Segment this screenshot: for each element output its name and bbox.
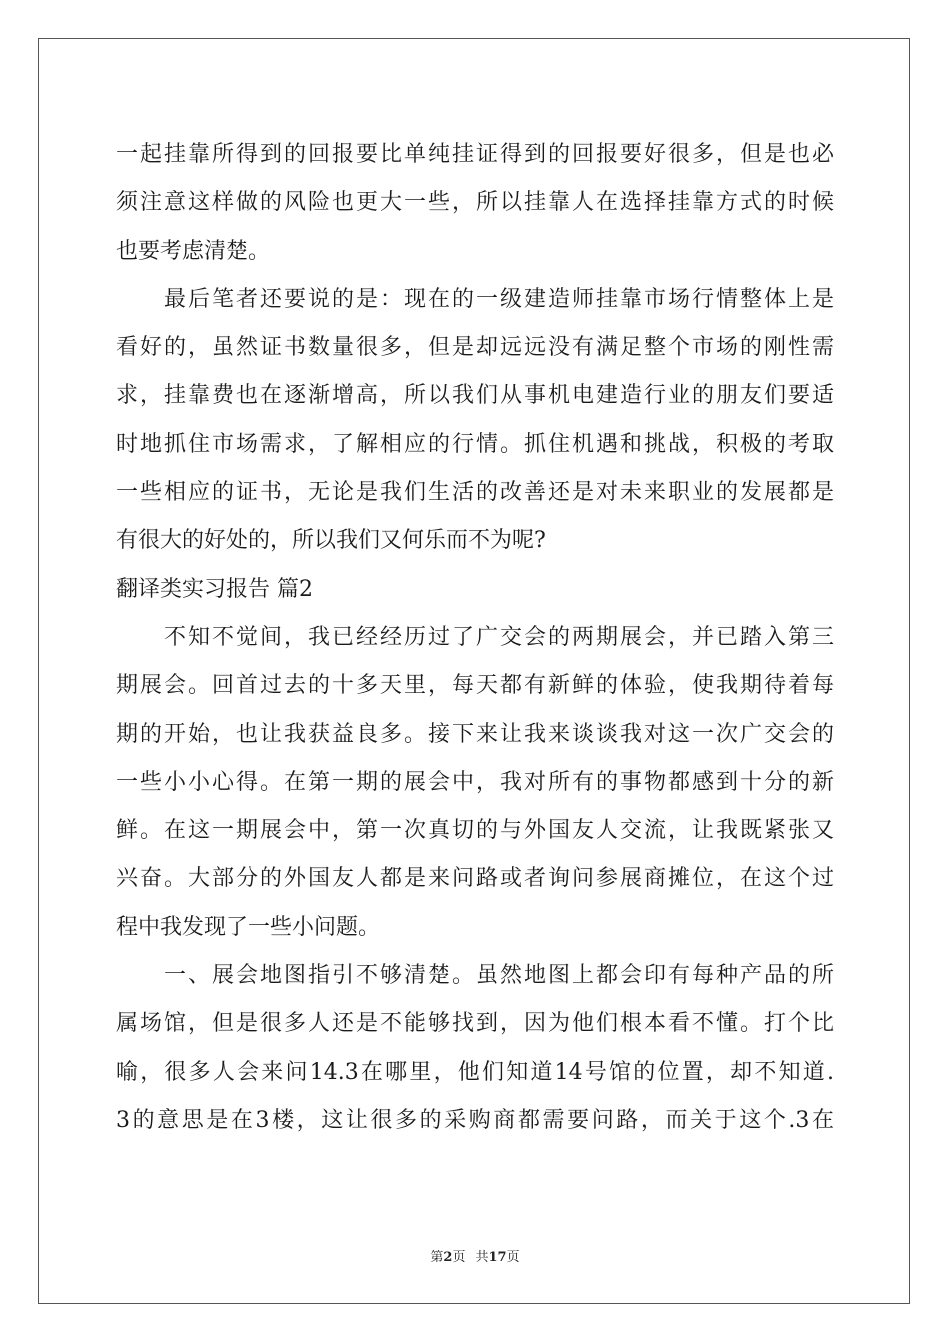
page-label-prefix: 第 bbox=[430, 1250, 444, 1265]
text-line: 求，挂靠费也在逐渐增高，所以我们从事机电建造行业的朋友们要适 bbox=[116, 383, 834, 409]
text-line: 一些小小心得。在第一期的展会中，我对所有的事物都感到十分的新 bbox=[116, 769, 834, 795]
text-line: 期的开始，也让我获益良多。接下来让我来谈谈我对这一次广交会的 bbox=[116, 721, 834, 747]
text-line: 须注意这样做的风险也更大一些，所以挂靠人在选择挂靠方式的时候 bbox=[116, 190, 834, 216]
text-line: 期展会。回首过去的十多天里，每天都有新鲜的体验，使我期待着每 bbox=[116, 673, 834, 699]
text-line: 有很大的好处的，所以我们又何乐而不为呢? bbox=[116, 528, 546, 554]
document-body bbox=[116, 131, 834, 1145]
text-line: 程中我发现了一些小问题。 bbox=[116, 914, 381, 940]
total-pages: 17 bbox=[488, 1250, 507, 1265]
page-footer bbox=[0, 1246, 950, 1265]
text-line: 鲜。在这一期展会中，第一次真切的与外国友人交流，让我既紧张又 bbox=[116, 818, 834, 844]
section-heading: 翻译类实习报告 篇2 bbox=[116, 576, 313, 602]
text-line: 一起挂靠所得到的回报要比单纯挂证得到的回报要好很多，但是也必 bbox=[116, 142, 834, 167]
text-line: 一、展会地图指引不够清楚。虽然地图上都会印有每种产品的所 bbox=[164, 963, 834, 989]
page-number: 2 bbox=[443, 1250, 453, 1265]
text-line: 一些相应的证书，无论是我们生活的改善还是对未来职业的发展都是 bbox=[116, 480, 834, 506]
text-line: 最后笔者还要说的是：现在的一级建造师挂靠市场行情整体上是 bbox=[164, 286, 834, 312]
text-line: 兴奋。大部分的外国友人都是来问路或者询问参展商摊位，在这个过 bbox=[116, 866, 834, 892]
text-line: 看好的，虽然证书数量很多，但是却远远没有满足整个市场的刚性需 bbox=[116, 335, 834, 361]
text-line: 3的意思是在3楼，这让很多的采购商都需要问路，而关于这个.3在 bbox=[116, 1107, 834, 1133]
text-line: 时地抓住市场需求，了解相应的行情。抓住机遇和挑战，积极的考取 bbox=[116, 431, 834, 457]
text-line: 喻，很多人会来问14.3在哪里，他们知道14号馆的位置，却不知道. bbox=[116, 1059, 834, 1085]
total-label-suffix: 页 bbox=[506, 1250, 520, 1265]
text-line: 也要考虑清楚。 bbox=[116, 238, 271, 264]
total-label-prefix: 共 bbox=[475, 1250, 489, 1265]
page-label-suffix: 页 bbox=[452, 1250, 466, 1265]
text-line: 属场馆，但是很多人还是不能够找到，因为他们根本看不懂。打个比 bbox=[116, 1011, 834, 1037]
text-line: 不知不觉间，我已经经历过了广交会的两期展会，并已踏入第三 bbox=[164, 624, 834, 650]
